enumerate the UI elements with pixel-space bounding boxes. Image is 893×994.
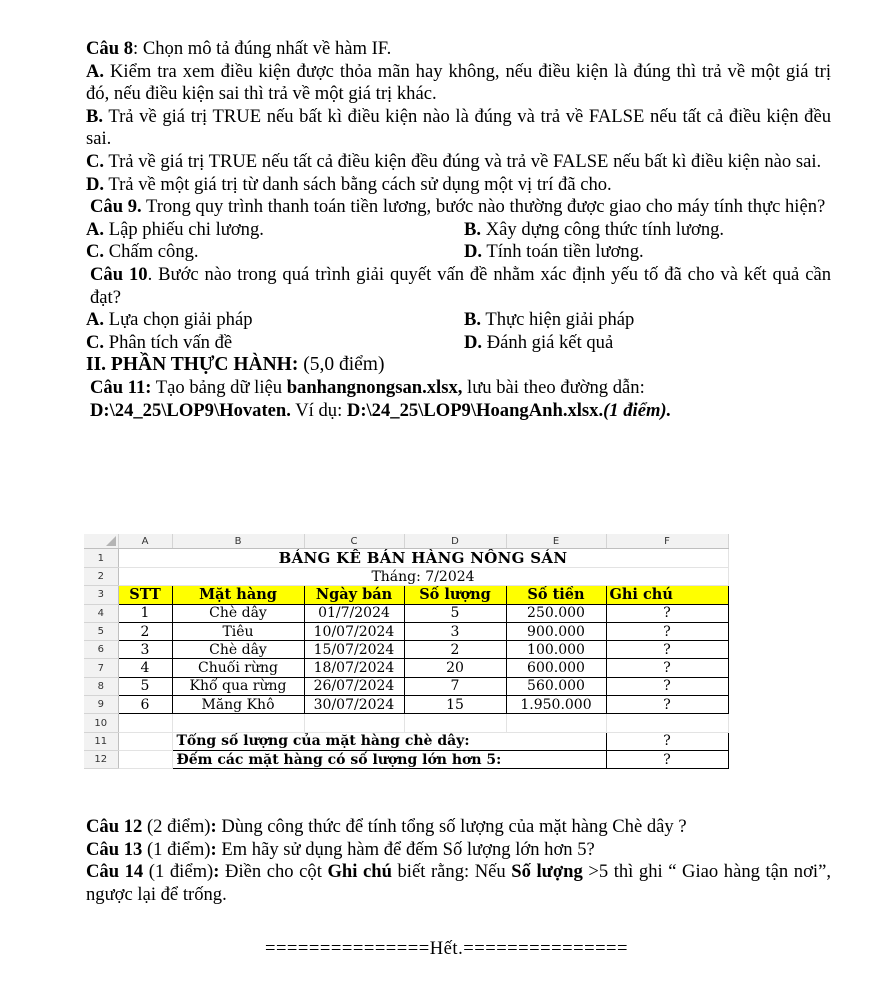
empty-cell (304, 714, 404, 732)
question-colon: : (210, 838, 217, 860)
cell: Chuối rừng (172, 659, 304, 677)
option-key: C. (86, 331, 105, 353)
row-number: 2 (84, 568, 118, 586)
table-row (84, 622, 728, 640)
option-a (86, 219, 464, 242)
option-text: Kiểm tra xem điều kiện được thỏa mãn hay không, nếu điều kiện là đúng thì trả về một giá trị đó, nếu điều kiện sai thì trả về một giá trị khác. (86, 60, 831, 105)
question-text: Ví dụ: (290, 399, 347, 421)
header-cell: Mặt hàng (172, 586, 304, 604)
row-number: 5 (84, 622, 118, 640)
header-cell: Ngày bán (304, 586, 404, 604)
cell: 250.000 (506, 604, 606, 622)
question-text: >5 thì ghi “ Giao hàng tận nơi”, ngược lại để trống. (86, 861, 831, 905)
column-header: D (404, 534, 506, 549)
empty-cell (118, 732, 172, 750)
option-key: B. (86, 105, 104, 127)
question-text: : Chọn mô tả đúng nhất về hàm IF. (133, 38, 392, 59)
example-path: D:\24_25\LOP9\HoangAnh.xlsx. (346, 399, 604, 421)
cell: 15 (404, 696, 506, 714)
cell: 6 (118, 696, 172, 714)
header-cell: Ghi chú (606, 586, 728, 604)
column-header: F (606, 534, 728, 549)
table-header-row (84, 586, 728, 604)
question-text: Trong quy trình thanh toán tiền lương, bước nào thường được giao cho máy tính thực hiện? (141, 196, 826, 218)
sum-value: ? (606, 732, 728, 750)
option-a (86, 309, 464, 332)
question-score: (1 điểm) (142, 838, 211, 860)
option-key: A. (86, 218, 105, 240)
option-key: B. (464, 218, 482, 240)
option-text: Phân tích vấn đề (104, 331, 233, 353)
cell: 01/7/2024 (304, 604, 404, 622)
cell: Măng Khô (172, 696, 304, 714)
option-text: Đánh giá kết quả (482, 331, 614, 353)
question-text: Điền cho cột (219, 861, 328, 883)
table-row (84, 641, 728, 659)
option-text: Lựa chọn giải pháp (104, 309, 253, 331)
question-colon: : (210, 816, 217, 837)
option-c (86, 332, 464, 355)
summary-row (84, 732, 728, 750)
sheet-row (84, 549, 728, 568)
question-colon: : (213, 861, 220, 883)
cell: 3 (118, 641, 172, 659)
cell: ? (606, 622, 728, 640)
options-row (86, 219, 831, 242)
cell: 5 (118, 677, 172, 695)
sheet-title: BẢNG KÊ BÁN HÀNG NÔNG SẢN (118, 549, 728, 568)
empty-cell (404, 714, 506, 732)
question-label: Câu 9. (90, 196, 142, 218)
question-9 (86, 196, 831, 219)
save-path: D:\24_25\LOP9\Hovaten. (90, 399, 291, 421)
row-number: 12 (84, 750, 118, 768)
option-text: Xây dựng công thức tính lương. (481, 218, 725, 240)
file-name: banhangnongsan.xlsx, (286, 376, 463, 398)
option-text: Tính toán tiền lương. (482, 241, 644, 263)
column-header-row (84, 534, 728, 549)
cell: 1.950.000 (506, 696, 606, 714)
option-text: Trả về giá trị TRUE nếu bất kì điều kiện nào là đúng và trả về FALSE nếu tất cả điều kiện đều sai. (86, 105, 831, 150)
practice-questions (86, 816, 831, 906)
row-number: 7 (84, 659, 118, 677)
section-heading (86, 354, 831, 377)
cell: Chè dây (172, 604, 304, 622)
question-10 (86, 264, 831, 309)
option-key: D. (464, 241, 483, 263)
question-label: Câu 14 (86, 861, 144, 883)
cell: 2 (118, 622, 172, 640)
option-b (464, 219, 831, 242)
column-name: Ghi chú (327, 861, 392, 883)
column-header: A (118, 534, 172, 549)
section-title: II. PHẦN THỰC HÀNH: (86, 354, 299, 376)
question-text: Em hãy sử dụng hàm để đếm Số lượng lớn hơn 5? (216, 838, 595, 860)
question-label: Câu 8 (86, 38, 134, 59)
question-label: Câu 11: (90, 376, 152, 398)
exam-page (86, 38, 831, 422)
option-d (464, 241, 831, 264)
option-text: Trả về một giá trị từ danh sách bằng cách sử dụng một vị trí đã cho. (104, 173, 612, 195)
spreadsheet-image (84, 534, 732, 790)
sum-label: Tổng số lượng của mặt hàng chè dây: (172, 732, 606, 750)
empty-cell (172, 714, 304, 732)
table-row (84, 604, 728, 622)
option-b (86, 106, 831, 151)
cell: 600.000 (506, 659, 606, 677)
field-name: Số lượng (511, 861, 583, 883)
cell: Chè dây (172, 641, 304, 659)
option-text: Trả về giá trị TRUE nếu tất cả điều kiện đều đúng và trả về FALSE nếu bất kì điều kiện nào sai. (104, 150, 822, 172)
sheet-row (84, 714, 728, 732)
column-header: E (506, 534, 606, 549)
question-text: lưu bài theo đường dẫn: (462, 376, 645, 398)
question-score: (1 điểm) (143, 861, 214, 883)
row-number: 3 (84, 586, 118, 604)
option-key: C. (86, 241, 105, 263)
count-label: Đếm các mặt hàng có số lượng lớn hơn 5: (172, 750, 606, 768)
cell: 1 (118, 604, 172, 622)
row-number: 11 (84, 732, 118, 750)
sheet-month: Tháng: 7/2024 (118, 568, 728, 586)
option-key: D. (86, 173, 105, 195)
cell: 3 (404, 622, 506, 640)
question-11 (86, 377, 831, 422)
question-score: (1 điểm). (603, 399, 672, 421)
header-cell: Số lượng (404, 586, 506, 604)
cell: 10/07/2024 (304, 622, 404, 640)
question-14 (86, 861, 831, 906)
option-c (86, 151, 831, 174)
cell: 900.000 (506, 622, 606, 640)
column-header: B (172, 534, 304, 549)
cell: 20 (404, 659, 506, 677)
option-key: A. (86, 309, 105, 331)
row-number: 1 (84, 549, 118, 568)
section-points: (5,0 điểm) (298, 354, 385, 376)
cell: 7 (404, 677, 506, 695)
row-number: 6 (84, 641, 118, 659)
cell: ? (606, 641, 728, 659)
empty-cell (118, 750, 172, 768)
option-key: C. (86, 150, 105, 172)
row-number: 10 (84, 714, 118, 732)
column-header: C (304, 534, 404, 549)
table-row (84, 677, 728, 695)
option-b (464, 309, 831, 332)
sheet-row (84, 568, 728, 586)
cell: ? (606, 659, 728, 677)
table-row (84, 696, 728, 714)
question-label: Câu 13 (86, 838, 143, 860)
option-c (86, 241, 464, 264)
options-row (86, 309, 831, 332)
cell: 30/07/2024 (304, 696, 404, 714)
question-label: Câu 12 (86, 816, 143, 837)
empty-cell (606, 714, 728, 732)
cell: 5 (404, 604, 506, 622)
question-13 (86, 839, 831, 862)
option-text: Lập phiếu chi lương. (104, 218, 264, 240)
row-number: 8 (84, 677, 118, 695)
cell: Tiêu (172, 622, 304, 640)
options-row (86, 332, 831, 355)
option-key: B. (464, 309, 482, 331)
option-text: Thực hiện giải pháp (481, 309, 635, 331)
end-marker: ===============Hết.=============== (264, 938, 629, 959)
cell: ? (606, 604, 728, 622)
cell: Khổ qua rừng (172, 677, 304, 695)
empty-cell (118, 714, 172, 732)
cell: ? (606, 696, 728, 714)
table-row (84, 659, 728, 677)
question-text: . Bước nào trong quá trình giải quyết vấn đề nhằm xác định yếu tố đã cho và kết quả cần đạt? (90, 263, 832, 308)
option-d (86, 174, 831, 197)
question-8 (86, 38, 831, 61)
question-12 (86, 816, 831, 839)
cell: 18/07/2024 (304, 659, 404, 677)
question-text: biết rằng: Nếu (391, 861, 512, 883)
cell: 2 (404, 641, 506, 659)
select-all-corner (84, 534, 118, 549)
header-cell: STT (118, 586, 172, 604)
cell: 26/07/2024 (304, 677, 404, 695)
option-d (464, 332, 831, 355)
cell: 100.000 (506, 641, 606, 659)
option-a (86, 61, 831, 106)
row-number: 9 (84, 696, 118, 714)
question-label: Câu 10 (90, 263, 148, 285)
row-number: 4 (84, 604, 118, 622)
empty-cell (506, 714, 606, 732)
question-text: Dùng công thức để tính tổng số lượng của mặt hàng Chè dây ? (216, 816, 687, 837)
options-row (86, 241, 831, 264)
option-key: A. (86, 60, 105, 82)
header-cell: Số tiền (506, 586, 606, 604)
question-text: Tạo bảng dữ liệu (151, 376, 287, 398)
cell: 4 (118, 659, 172, 677)
question-score: (2 điểm) (142, 816, 211, 837)
option-text: Chấm công. (104, 241, 199, 263)
cell: ? (606, 677, 728, 695)
cell: 560.000 (506, 677, 606, 695)
cell: 15/07/2024 (304, 641, 404, 659)
summary-row (84, 750, 728, 768)
option-key: D. (464, 331, 483, 353)
count-value: ? (606, 750, 728, 768)
